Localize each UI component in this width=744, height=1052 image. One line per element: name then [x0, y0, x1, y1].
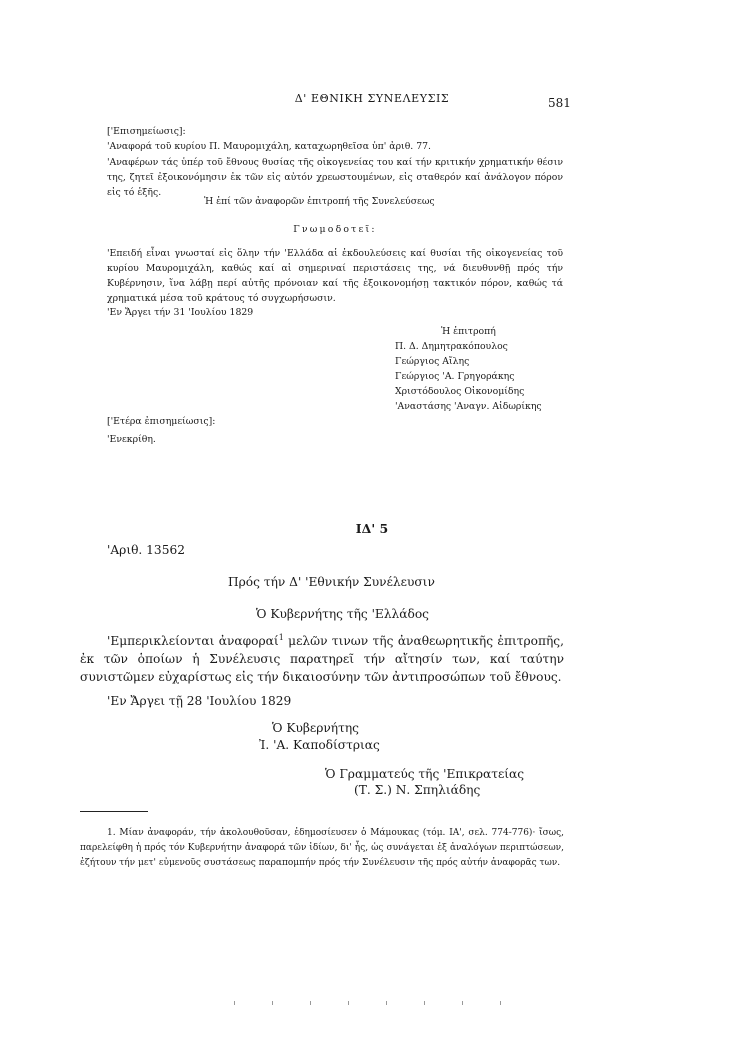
secretary-title: Ὁ Γραμματεύς τῆς 'Επικρατείας [325, 767, 525, 781]
signatory: Ἡ ἐπιτροπή [441, 326, 496, 337]
sender: Ὁ Κυβερνήτης τῆς 'Ελλάδος [256, 607, 430, 621]
governor-title: Ὁ Κυβερνήτης [272, 721, 359, 735]
scan-dot [386, 1001, 387, 1005]
place-date-2: 'Εν Ἄργει τῇ 28 'Ιουλίου 1829 [107, 694, 292, 708]
signatory: Γεώργιος Αἴλης [395, 356, 470, 367]
footnote-marker: 1 [278, 632, 284, 642]
opinion-paragraph: 'Επειδή εἶναι γνωσταί εἰς ὅλην τήν 'Ελλάδα αἱ ἐκδουλεύσεις καί θυσίαι τῆς οἰκογενείας τοῦ κυρίου Μαυρομιχάλη, καθώς καί αἱ σημεριναί περιστάσεις της, νά διευθυνθῇ πρός τήν Κυβέρνησιν, ἵνα λάβῃ περί αὐτῆς πρόνοιαν καί τῆς ἐξοικονομήσῃ τακτικόν πόρον, καθώς τά χρηματικά μέσα τοῦ κράτους τό συγχωρήσωσιν. [107, 248, 563, 304]
committee-signatures [395, 324, 542, 414]
footnote-separator [80, 811, 148, 812]
other-note-label: ['Ετέρα ἐπισημείωσις]: [107, 416, 216, 427]
body-text-rest: μελῶν τινων τῆς ἀναθεωρητικῆς ἐπιτροπῆς, ἐκ τῶν ὁποίων ἡ Συνέλευσις παρατηρεῖ τήν αἴτησίν των, καί ταύτην συνιστῶμεν εὐχαρίστως εἰς τήν δικαιοσύνην τῶν ἀντιπροσώπων τοῦ ἔθνους. [80, 634, 564, 684]
scan-dot [500, 1001, 501, 1005]
signatory: Π. Δ. Δημητρακόπουλος [395, 341, 508, 352]
committee-intro: Ἡ ἐπί τῶν ἀναφορῶν ἐπιτροπή τῆς Συνελεύσεως [204, 196, 435, 207]
scan-dot [310, 1001, 311, 1005]
secretary-name: (Τ. Σ.) Ν. Σπηλιάδης [354, 783, 481, 797]
signatory: Γεώργιος 'Α. Γρηγοράκης [395, 371, 515, 382]
scan-dot [272, 1001, 273, 1005]
subject-line: 'Αναφορά τοῦ κυρίου Π. Μαυρομιχάλη, καταχωρηθεῖσα ὑπ' ἀριθ. 77. [107, 141, 431, 152]
page-number: 581 [548, 96, 571, 110]
summary-paragraph: 'Αναφέρων τάς ὑπέρ τοῦ ἔθνους θυσίας τῆς οἰκογενείας του καί τήν κριτικήν χρηματικήν θέσιν της, ζητεῖ ἐξοικονόμησιν ἐκ τῶν εἰς αὐτόν χρεωστουμένων, εἰς σταθερόν καί ἀνάλογον πόρον εἰς τό ἑξῆς. [107, 157, 563, 198]
signatory: Χριστόδουλος Οἰκονομίδης [395, 386, 525, 397]
scan-dot [424, 1001, 425, 1005]
opinion-heading: Γνωμοδοτεῖ: [293, 224, 377, 235]
scan-dot [462, 1001, 463, 1005]
scan-dot [348, 1001, 349, 1005]
addressee: Πρός τήν Δ' 'Εθνικήν Συνέλευσιν [228, 575, 435, 589]
document-heading: ΙΔ' 5 [355, 521, 389, 536]
place-date-1: 'Εν Ἄργει τήν 31 'Ιουλίου 1829 [107, 307, 254, 318]
governor-name: Ἰ. 'Α. Καποδίστριας [259, 738, 380, 752]
footnote-text: 1. Μίαν ἀναφοράν, τήν ἀκολουθοῦσαν, ἐδημοσίευσεν ὁ Μάμουκας (τόμ. ΙΑ', σελ. 774-776)· ἴσως, παρελείφθη ἡ πρός τόν Κυβερνήτην ἀναφορά τῶν ἰδίων, δι' ἧς, ὡς συνάγεται ἐξ ἀναλόγων περιπτώσεων, ἐζήτουν τήν μετ' εὐμενοῦς συστάσεως παραπομπήν πρός τήν Συνέλευσιν τῆς πρός αὐτήν ἀναφορᾶς των. [80, 828, 564, 868]
page-title: Δ' ΕΘΝΙΚΗ ΣΥΝΕΛΕΥΣΙΣ [294, 92, 450, 105]
body-text-start: 'Εμπερικλείονται ἀναφοραί [107, 634, 279, 648]
document-number: 'Αριθ. 13562 [107, 543, 185, 557]
scan-dot [234, 1001, 235, 1005]
body-paragraph [80, 632, 564, 686]
signatory: 'Αναστάσης 'Αναγν. Αἰδωρίκης [395, 401, 542, 412]
other-note-text: 'Ενεκρίθη. [107, 434, 156, 445]
note-label: ['Επισημείωσις]: [107, 126, 186, 137]
